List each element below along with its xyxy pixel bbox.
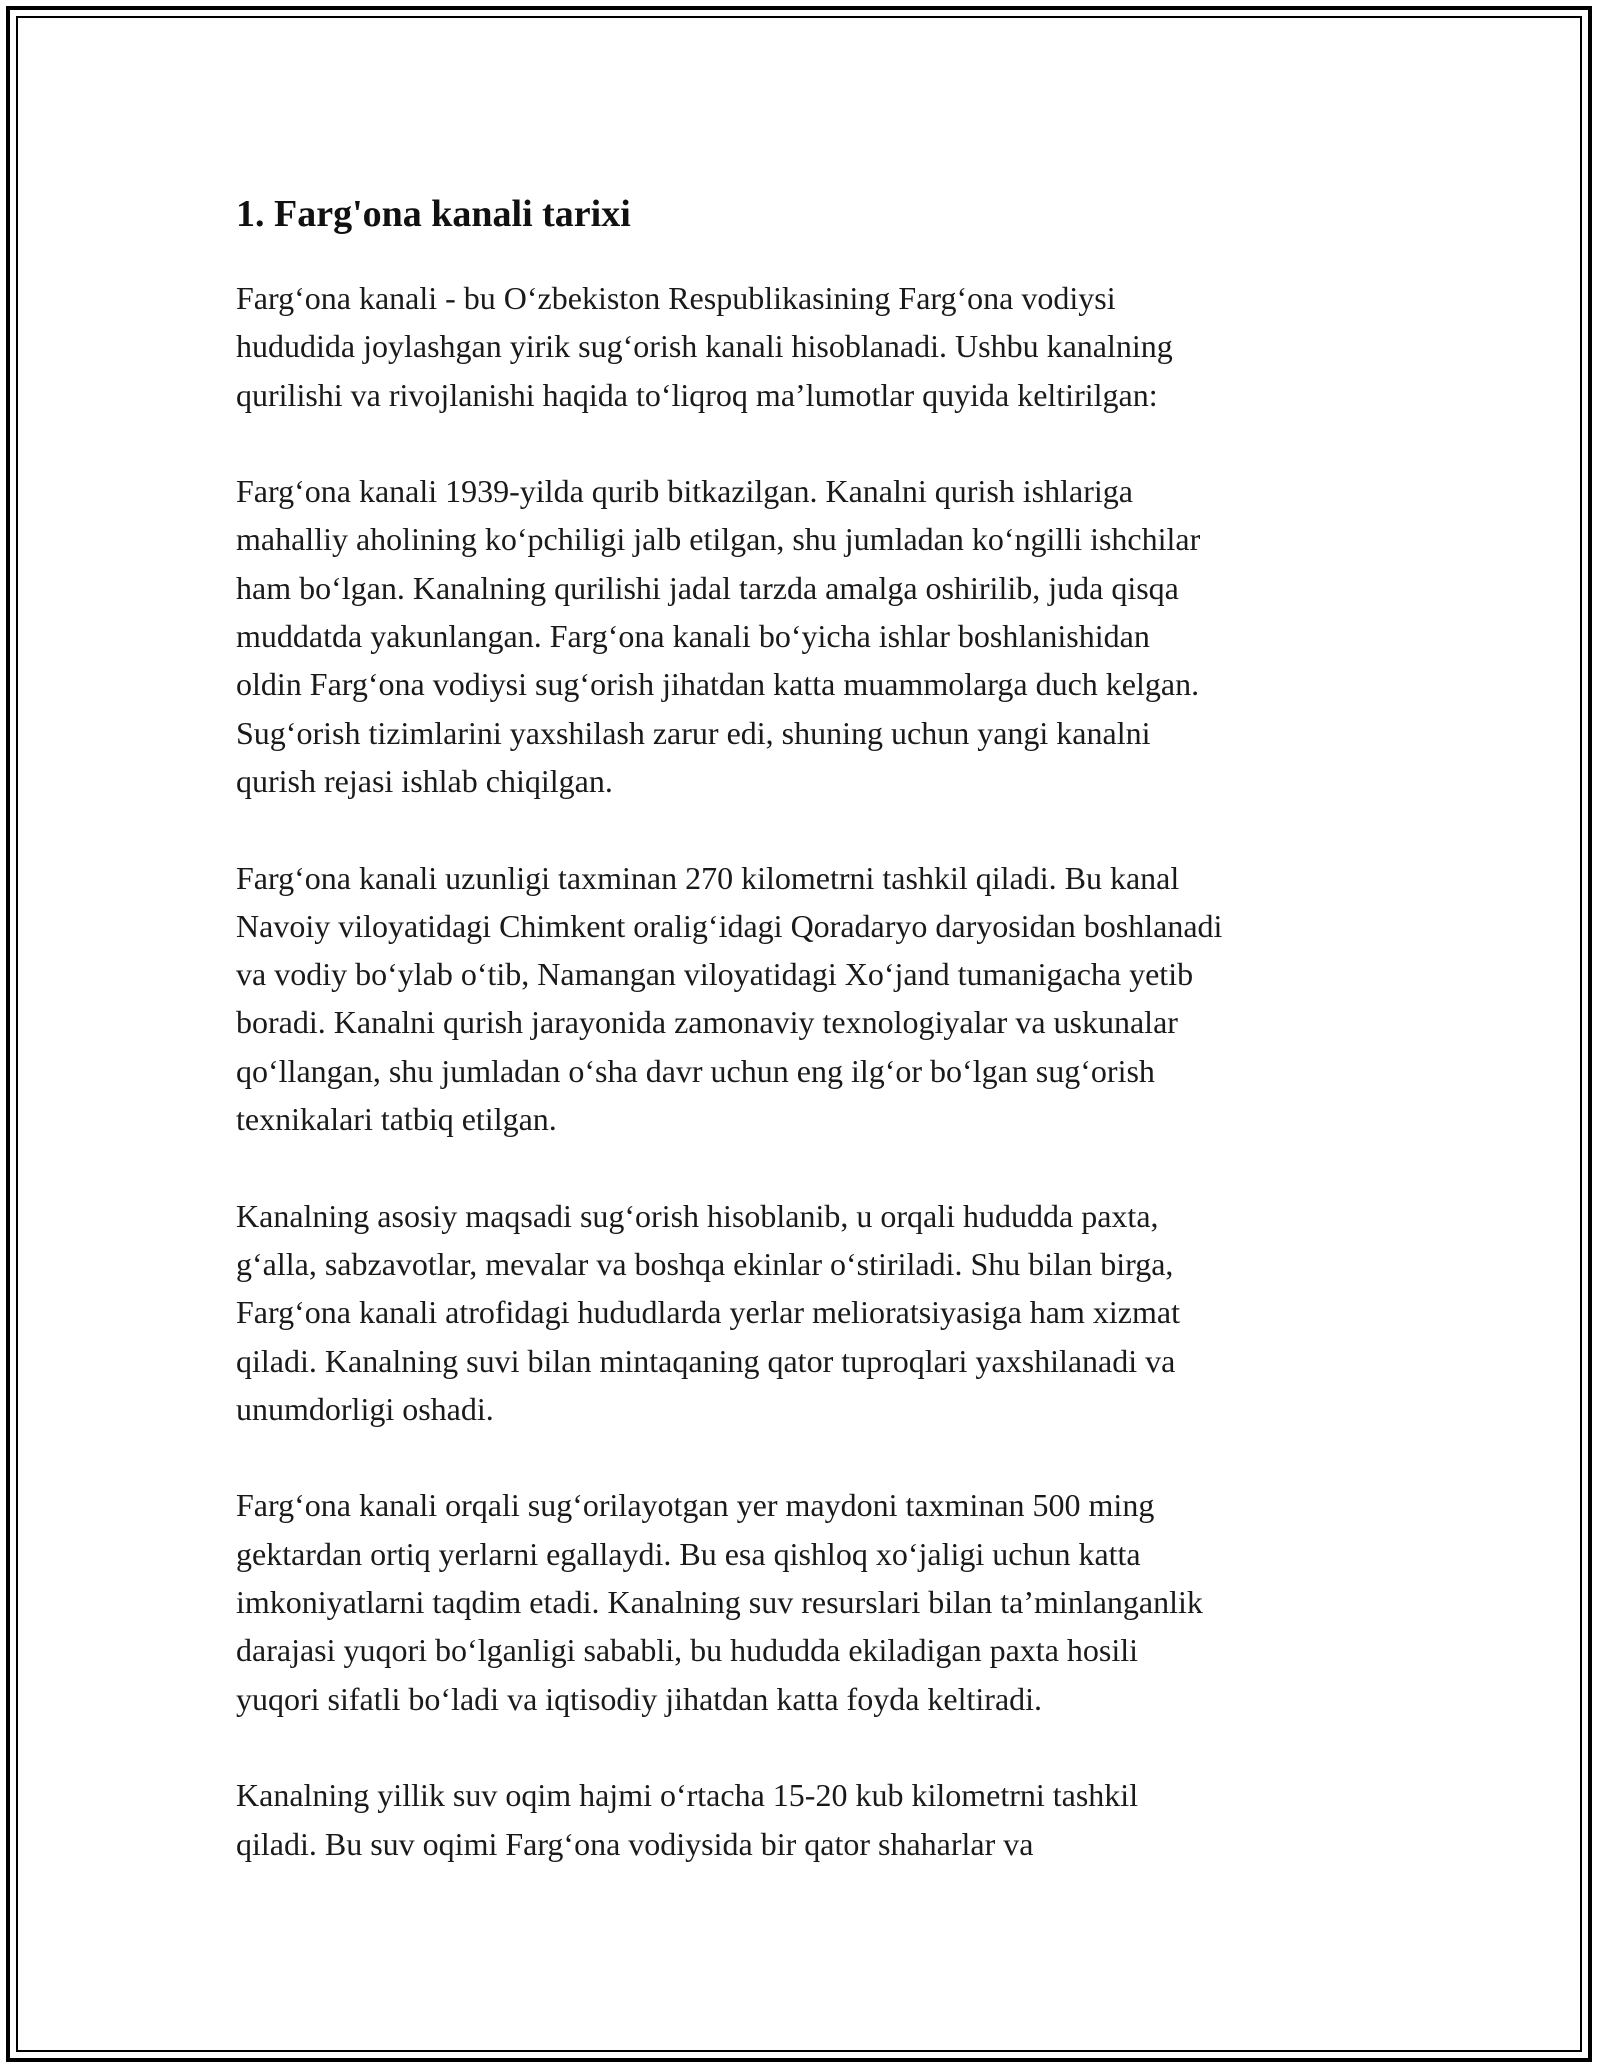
document-heading: 1. Farg'ona kanali tarixi bbox=[236, 193, 631, 235]
paragraph bbox=[236, 1481, 1386, 1722]
paragraph bbox=[236, 274, 1386, 419]
paragraph-line: qurish rejasi ishlab chiqilgan. bbox=[236, 762, 613, 799]
paragraph-line: Kanalning asosiy maqsadi sug‘orish hisoblanib, u orqali hududda paxta, bbox=[236, 1197, 1159, 1234]
paragraph-line: qiladi. Bu suv oqimi Farg‘ona vodiysida bir qator shaharlar va bbox=[236, 1825, 1034, 1862]
paragraph-line: Farg‘ona kanali uzunligi taxminan 270 kilometrni tashkil qiladi. Bu kanal bbox=[236, 859, 1180, 896]
paragraph-line: imkoniyatlarni taqdim etadi. Kanalning suv resurslari bilan ta’minlanganlik bbox=[236, 1584, 1203, 1621]
paragraph-line: mahalliy aholining ko‘pchiligi jalb etilgan, shu jumladan ko‘ngilli ishchilar bbox=[236, 521, 1201, 558]
paragraph-line: ham bo‘lgan. Kanalning qurilishi jadal tarzda amalga oshirilib, juda qisqa bbox=[236, 569, 1179, 606]
paragraph-line: va vodiy bo‘ylab o‘tib, Namangan viloyatidagi Xo‘jand tumanigacha yetib bbox=[236, 956, 1194, 993]
paragraph bbox=[236, 1192, 1386, 1433]
paragraph-line: boradi. Kanalni qurish jarayonida zamonaviy texnologiyalar va uskunalar bbox=[236, 1004, 1178, 1041]
paragraph bbox=[236, 467, 1386, 805]
paragraph-line: darajasi yuqori bo‘lganligi sababli, bu hududda ekiladigan paxta hosili bbox=[236, 1632, 1139, 1669]
paragraph-line: oldin Farg‘ona vodiysi sug‘orish jihatdan katta muammolarga duch kelgan. bbox=[236, 666, 1200, 703]
paragraph-line: unumdorligi oshadi. bbox=[236, 1390, 494, 1427]
paragraph-line: hududida joylashgan yirik sug‘orish kanali hisoblanadi. Ushbu kanalning bbox=[236, 328, 1173, 365]
paragraph-line: g‘alla, sabzavotlar, mevalar va boshqa ekinlar o‘stiriladi. Shu bilan birga, bbox=[236, 1245, 1174, 1282]
paragraph-line: qo‘llangan, shu jumladan o‘sha davr uchun eng ilg‘or bo‘lgan sug‘orish bbox=[236, 1052, 1155, 1089]
paragraph-container bbox=[236, 274, 1386, 1868]
paragraph-line: Farg‘ona kanali atrofidagi hududlarda yerlar melioratsiyasiga ham xizmat bbox=[236, 1294, 1180, 1331]
paragraph-line: qurilishi va rivojlanishi haqida to‘liqroq ma’lumotlar quyida keltirilgan: bbox=[236, 376, 1158, 413]
paragraph-line: Sug‘orish tizimlarini yaxshilash zarur edi, shuning uchun yangi kanalni bbox=[236, 714, 1151, 751]
paragraph bbox=[236, 854, 1386, 1144]
paragraph-line: Kanalning yillik suv oqim hajmi o‘rtacha 15-20 kub kilometrni tashkil bbox=[236, 1777, 1139, 1814]
paragraph-line: yuqori sifatli bo‘ladi va iqtisodiy jihatdan katta foyda keltiradi. bbox=[236, 1680, 1043, 1717]
paragraph-line: Farg‘ona kanali 1939-yilda qurib bitkazilgan. Kanalni qurish ishlariga bbox=[236, 473, 1133, 510]
paragraph-line: Navoiy viloyatidagi Chimkent oralig‘idagi Qoradaryo daryosidan boshlanadi bbox=[236, 907, 1223, 944]
document-body bbox=[236, 186, 1386, 1916]
paragraph-line: muddatda yakunlangan. Farg‘ona kanali bo‘yicha ishlar boshlanishidan bbox=[236, 618, 1150, 655]
paragraph-line: texnikalari tatbiq etilgan. bbox=[236, 1101, 557, 1138]
paragraph-line: Farg‘ona kanali orqali sug‘orilayotgan yer maydoni taxminan 500 ming bbox=[236, 1487, 1155, 1524]
paragraph-line: qiladi. Kanalning suvi bilan mintaqaning qator tuproqlari yaxshilanadi va bbox=[236, 1342, 1176, 1379]
paragraph bbox=[236, 1771, 1386, 1868]
paragraph-line: Farg‘ona kanali - bu O‘zbekiston Respublikasining Farg‘ona vodiysi bbox=[236, 280, 1116, 316]
paragraph-line: gektardan ortiq yerlarni egallaydi. Bu esa qishloq xo‘jaligi uchun katta bbox=[236, 1535, 1141, 1572]
